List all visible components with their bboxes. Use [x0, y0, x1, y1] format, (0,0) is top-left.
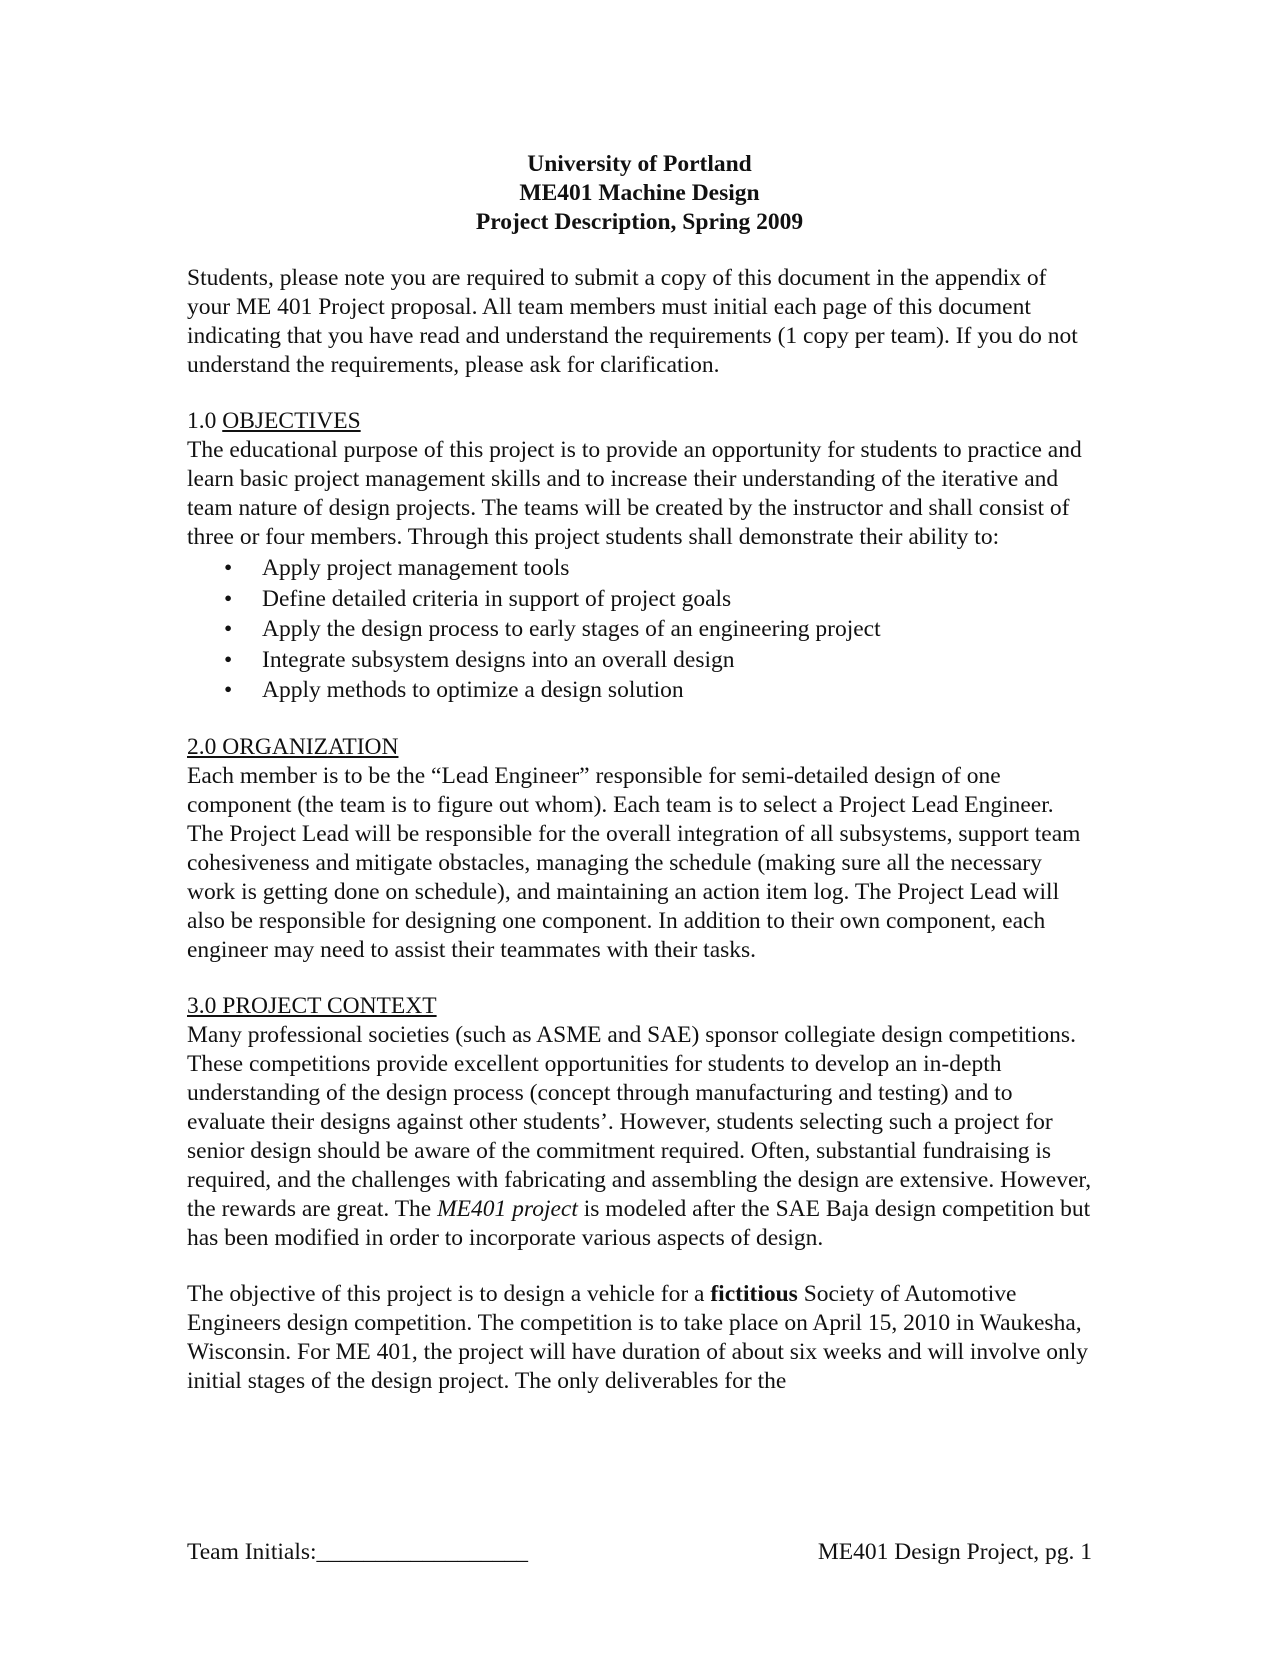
objectives-list: [187, 553, 1092, 706]
section-heading-objectives: [187, 407, 1092, 436]
context-text: is modeled after the SAE Baja design competition but has been modified in order to incorporate various aspects of design.: [187, 1195, 1091, 1251]
section-organization: [187, 733, 1092, 965]
intro-paragraph: Students, please note you are required to submit a copy of this document in the appendix of your ME 401 Project proposal. All team members must initial each page of this document indicating that you have read and understand the requirements (1 copy per team). If you do not understand the requirements, please ask for clarification.: [187, 265, 1078, 378]
list-item: [187, 614, 1092, 645]
context-text: Many professional societies (such as ASME and SAE) sponsor collegiate design competitions. These competitions provide excellent opportunities for students to develop an in-depth understanding of the design process (concept through manufacturing and testing) and to evaluate their designs against other students’. However, students selecting such a project for senior design should be aware of the commitment required. Often, substantial fundraising is required, and the challenges with fabricating and assembling the design are extensive. However, the rewards are great. The: [187, 1021, 1092, 1222]
section-objectives: [187, 407, 1092, 706]
section-title-objectives: OBJECTIVES: [222, 408, 361, 434]
section-heading-project-context: 3.0 PROJECT CONTEXT: [187, 992, 437, 1019]
section-number-objectives: 1.0: [187, 408, 223, 434]
context-bold-term: fictitious: [710, 1280, 798, 1307]
list-item: [187, 645, 1092, 676]
page-content: [187, 150, 1092, 1396]
bullet-icon: •: [224, 646, 233, 673]
list-item: [187, 584, 1092, 615]
list-item: [187, 675, 1092, 706]
context-paragraph-2: [187, 1280, 1092, 1396]
section-project-context: [187, 992, 1092, 1396]
objectives-paragraph: The educational purpose of this project is to provide an opportunity for students to practice and learn basic project management skills and to increase their understanding of the iterative and team nature of design projects. The teams will be created by the instructor and shall consist of three or four members. Through this project students shall demonstrate their ability to:: [187, 437, 1082, 550]
document-title-block: [187, 150, 1092, 237]
list-item-text: Apply project management tools: [262, 555, 570, 581]
list-item-text: Define detailed criteria in support of project goals: [262, 585, 732, 612]
course-name: ME401 Machine Design: [519, 180, 760, 206]
bullet-icon: •: [224, 677, 233, 703]
document-title: Project Description, Spring 2009: [475, 209, 804, 235]
page-number-label: ME401 Design Project, pg. 1: [817, 1539, 1092, 1565]
list-item-text: Apply the design process to early stages of an engineering project: [262, 616, 881, 642]
university-name: University of Portland: [527, 151, 752, 177]
list-item-text: Integrate subsystem designs into an overall design: [262, 646, 735, 673]
bullet-icon: •: [224, 585, 233, 612]
organization-paragraph: Each member is to be the “Lead Engineer” responsible for semi-detailed design of one component (the team is to figure out whom). Each team is to select a Project Lead Engineer. The Project Lead will be responsible for the overall integration of all subsystems, support team cohesiveness and mitigate obstacles, managing the schedule (making sure all the necessary work is getting done on schedule), and maintaining an action item log. The Project Lead will also be responsible for designing one component. In addition to their own component, each engineer may need to assist their teammates with their tasks.: [187, 762, 1081, 963]
context-italic-term: ME401 project: [437, 1195, 578, 1222]
context-text: The objective of this project is to design a vehicle for a: [187, 1280, 711, 1307]
list-item-text: Apply methods to optimize a design solution: [262, 677, 684, 703]
context-text: Society of Automotive Engineers design competition. The competition is to take place on April 15, 2010 in Waukesha, Wisconsin. For ME 401, the project will have duration of about six weeks and will involve only initial stages of the design project. The only deliverables for the: [187, 1280, 1089, 1394]
team-initials-line: Team Initials:__________________: [187, 1539, 529, 1565]
bullet-icon: •: [224, 616, 233, 642]
list-item: [187, 553, 1092, 584]
context-paragraph-1: [187, 1021, 1092, 1253]
section-heading-organization: 2.0 ORGANIZATION: [187, 733, 399, 760]
bullet-icon: •: [224, 555, 233, 581]
